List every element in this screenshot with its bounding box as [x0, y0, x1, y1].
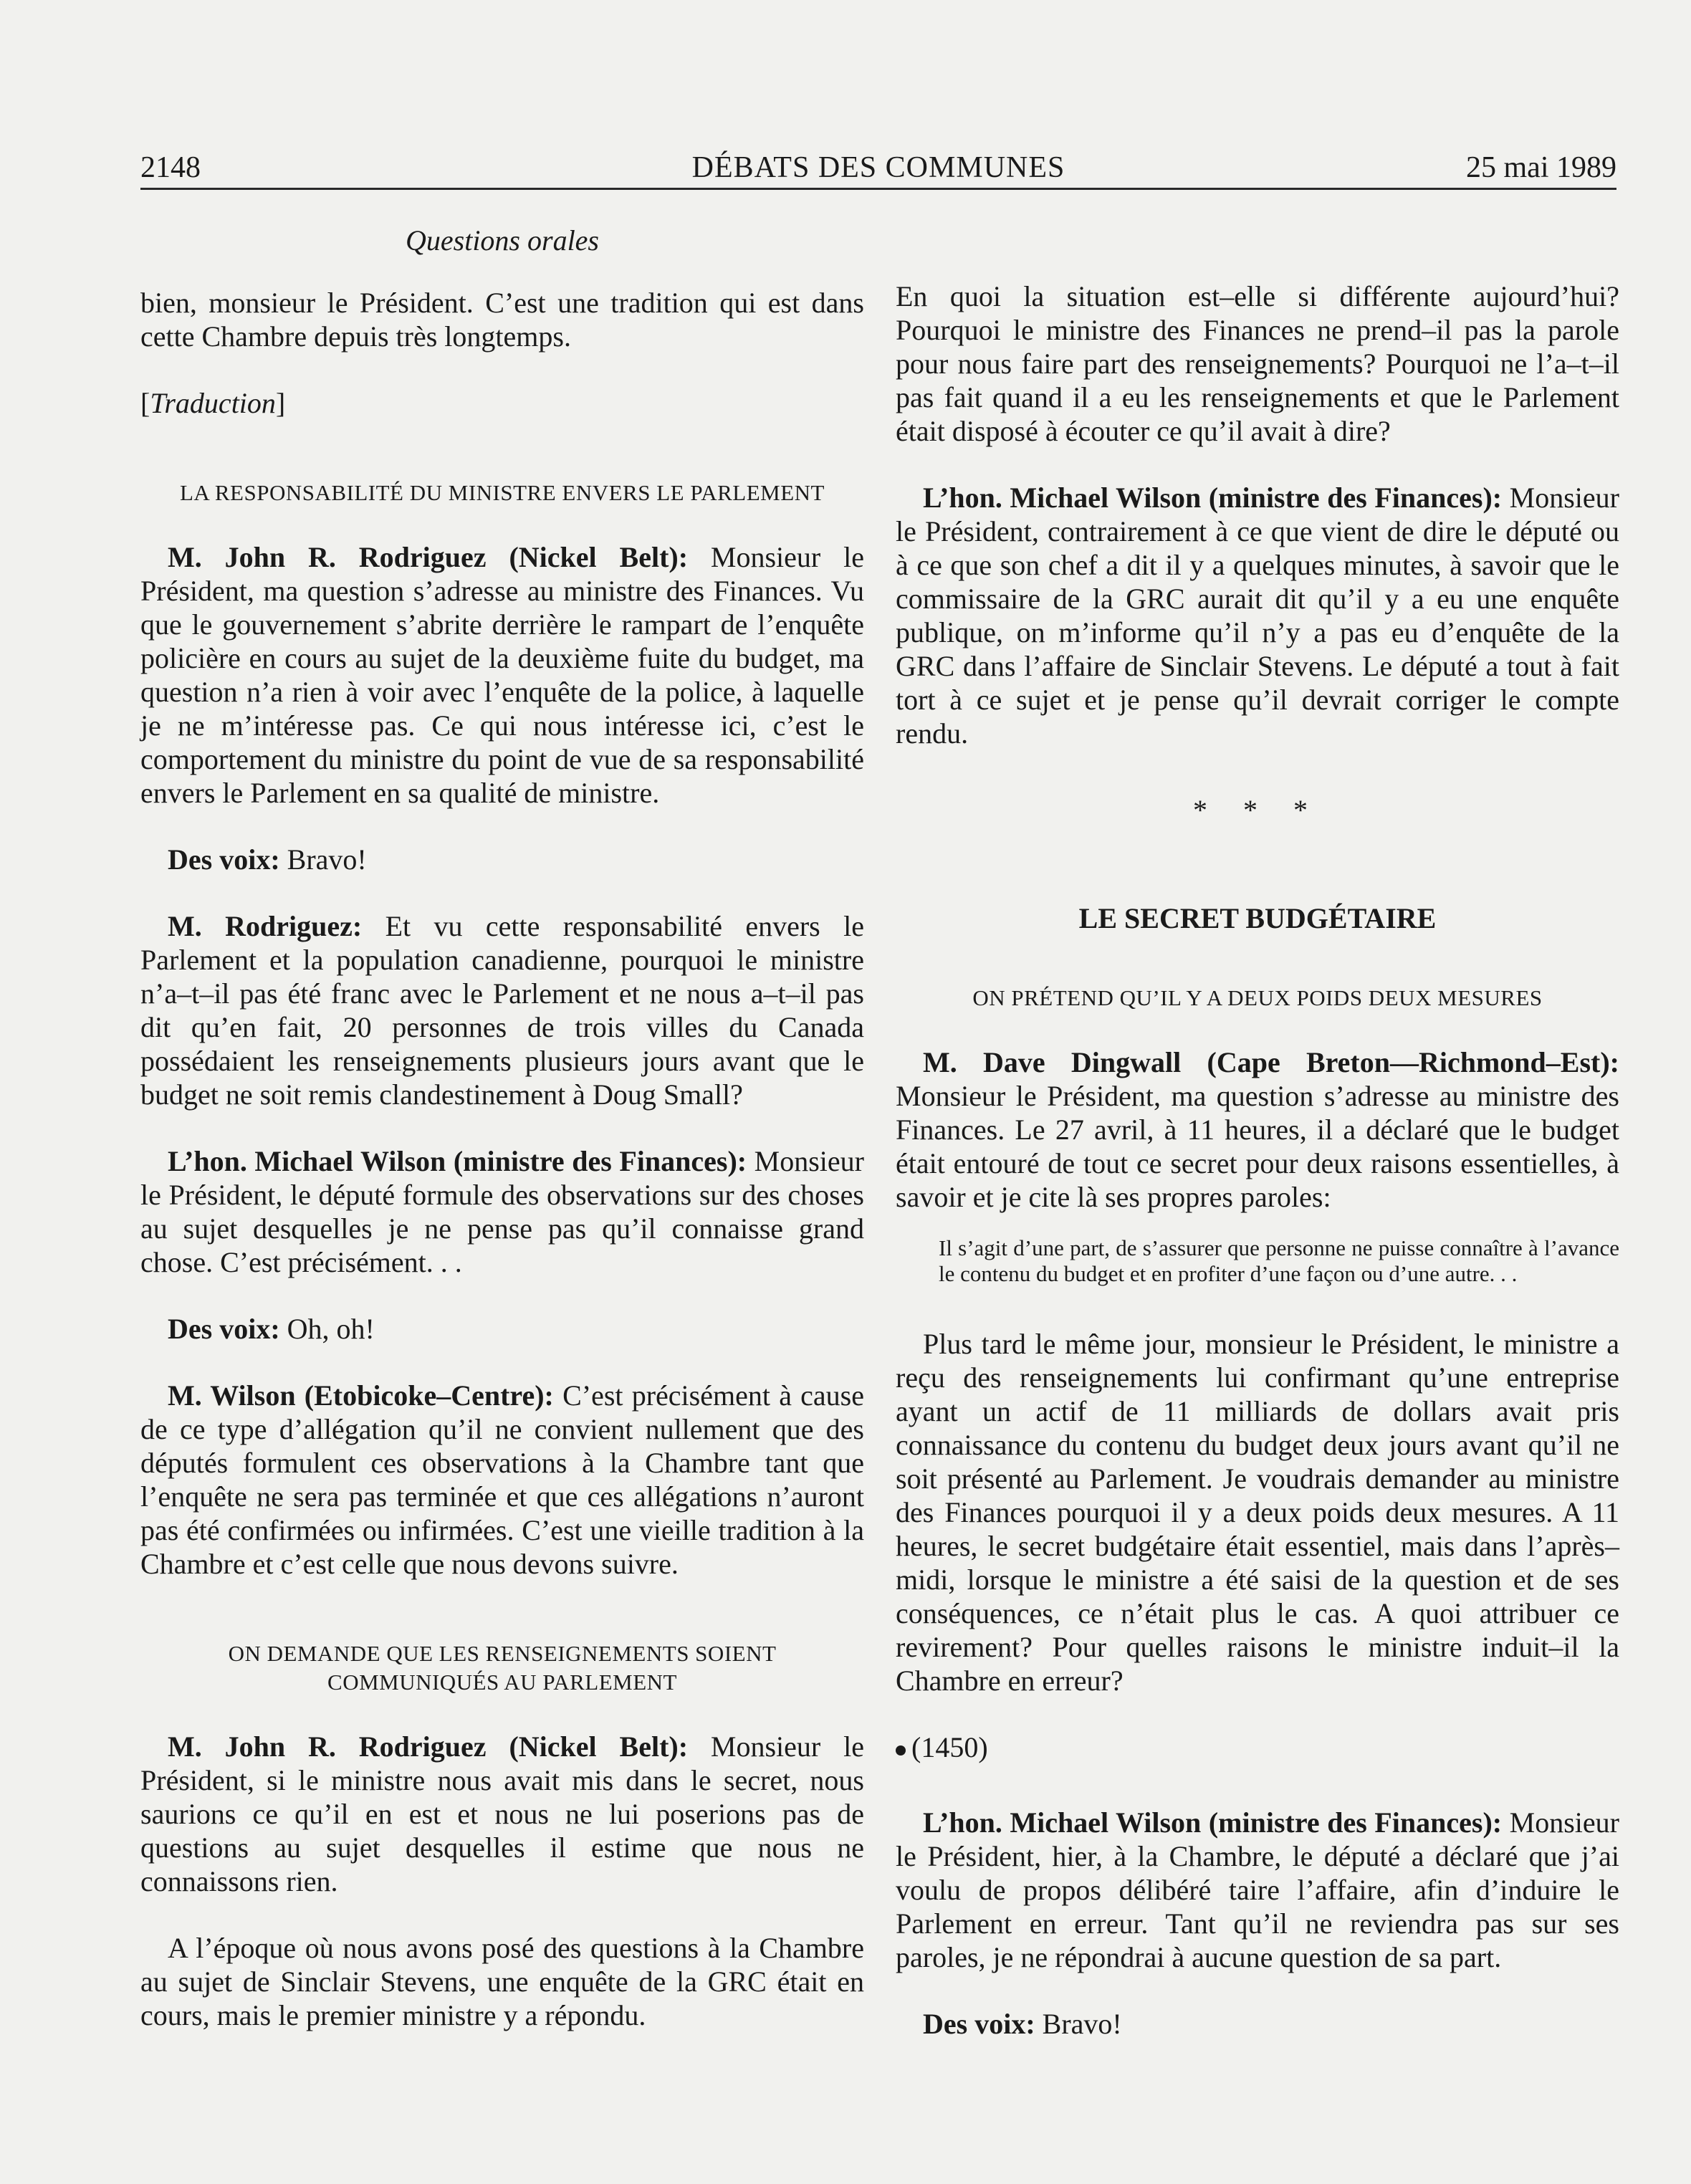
paragraph: Plus tard le même jour, monsieur le Président, le ministre a reçu des renseignements lui confirmant qu’une entreprise ayant un actif de 11 milliards de dollars avait pris connaissance du contenu du budget deux jours avant qu’il ne soit présenté au Parlement. Je voudrais demander au ministre des Finances pourquoi il y a deux poids deux mesures. A 11 heures, le secret budgétaire était essentiel, mais dans l’après–midi, lorsque le ministre a été saisi de la question et de ses conséquences, ce n’était plus le cas. A quoi attribuer ce revirement? Pour quelles raisons le ministre induit–il la Chambre en erreur? — [896, 1328, 1619, 1697]
paragraph — [140, 1312, 864, 1346]
speaker-name: M. John R. Rodriguez (Nickel Belt): — [168, 541, 689, 573]
speaker-name: L’hon. Michael Wilson (ministre des Finances): — [168, 1145, 747, 1177]
paragraph — [896, 1045, 1619, 1214]
block-quote: Il s’agit d’une part, de s’assurer que personne ne puisse connaître à l’avance le contenu du budget et en profiter d’une façon ou d’une autre. . . — [939, 1235, 1619, 1286]
section-separator: * * * — [1193, 794, 1322, 826]
paragraph — [896, 1806, 1619, 1974]
paragraph — [140, 1730, 864, 1898]
speech-text: Monsieur le Président, ma question s’adresse au ministre des Finances. Le 27 avril, à 11 heures, il a déclaré que le budget était entouré de tout ce secret pour deux raisons essentielles, à savoir et je cite là ses propres paroles: — [896, 1080, 1619, 1213]
page-number: 2148 — [140, 151, 201, 184]
speech-text: Bravo! — [1035, 2008, 1122, 2040]
speech-text: C’est précisément à cause de ce type d’allégation qu’il ne convient nullement que des députés formulent ces observations à la Chambre tant que l’enquête ne sera pas terminée et que ces allégations n’auront pas été confirmées ou infirmées. C’est une vieille tradition à la Chambre et c’est celle que nous devons suivre. — [140, 1379, 864, 1580]
timestamp — [896, 1730, 1619, 1764]
journal-title: DÉBATS DES COMMUNES — [691, 151, 1065, 184]
section-subhead: LA RESPONSABILITÉ DU MINISTRE ENVERS LE PARLEMENT — [180, 480, 825, 505]
speech-text: Monsieur le Président, contrairement à ce que vient de dire le député ou à ce que son chef a dit il y a quelques minutes, à savoir que le commissaire de la GRC aurait dit qu’il y a eu une enquête publique, on m’informe qu’il n’y a pas eu d’enquête de la GRC dans l’affaire de Sinclair Stevens. Le député a tout à fait tort à ce sujet et je pense qu’il devrait corriger le compte rendu. — [896, 482, 1619, 749]
speaker-name: Des voix: — [168, 843, 280, 876]
speech-text: Bravo! — [279, 843, 367, 876]
speech-text: Oh, oh! — [279, 1313, 375, 1345]
paragraph — [140, 909, 864, 1111]
header-rule — [140, 188, 1616, 190]
right-column — [896, 279, 1619, 2074]
paragraph — [140, 540, 864, 810]
speaker-name: M. Rodriguez: — [168, 910, 363, 942]
speaker-name: M. John R. Rodriguez (Nickel Belt): — [168, 1730, 689, 1763]
paragraph — [140, 843, 864, 876]
page-header — [140, 146, 1616, 189]
speaker-name: L’hon. Michael Wilson (ministre des Finances): — [923, 482, 1503, 514]
section-subhead: ON DEMANDE QUE LES RENSEIGNEMENTS SOIENT COMMUNIQUÉS AU PARLEMENT — [228, 1641, 777, 1695]
speech-text: Et vu cette responsabilité envers le Parlement et la population canadienne, pourquoi le ministre n’a–t–il pas été franc avec le Parlement et ne nous a–t–il pas dit qu’en fait, 20 personnes de trois villes du Canada possédaient les renseignements plusieurs jours avant que le budget ne soit remis clandestinement à Doug Small? — [140, 910, 865, 1111]
running-head: Questions orales — [406, 224, 599, 257]
speech-text: Monsieur le Président, ma question s’adresse au ministre des Finances. Vu que le gouvernement s’abrite derrière le rampart de l’enquête policière en cours au sujet de la deuxième fuite du budget, ma question n’a rien à voir avec l’enquête de la police, à laquelle je ne m’intéresse pas. Ce qui nous intéresse ici, c’est le comportement du ministre du point de vue de sa responsabilité envers le Parlement en sa qualité de ministre. — [140, 541, 864, 809]
left-column — [140, 215, 864, 2065]
paragraph — [140, 1144, 864, 1279]
timestamp-text: (1450) — [911, 1731, 988, 1763]
speech-text: Monsieur le Président, le député formule des observations sur des choses au sujet desquelles je ne pense pas qu’il connaisse grand chose. C’est précisément. . . — [140, 1145, 864, 1278]
paragraph: En quoi la situation est–elle si différente aujourd’hui? Pourquoi le ministre des Finances ne prend–il pas la parole pour nous faire part des renseignements? Pourquoi ne l’a–t–il pas fait quand il a eu les renseignements et que le Parlement était disposé à écouter ce qu’il avait à dire? — [896, 280, 1619, 447]
paragraph — [140, 1379, 864, 1581]
speech-text: Monsieur le Président, si le ministre nous avait mis dans le secret, nous saurions ce qu’il en est et nous ne lui poserions pas de questions au sujet desquelles il estime que nous ne connaissons rien. — [140, 1730, 864, 1897]
bullet-icon — [896, 1745, 906, 1756]
publication-date: 25 mai 1989 — [1466, 151, 1616, 184]
paragraph: bien, monsieur le Président. C’est une tradition qui est dans cette Chambre depuis très longtemps. — [140, 287, 864, 353]
paragraph: A l’époque où nous avons posé des questions à la Chambre au sujet de Sinclair Stevens, une enquête de la GRC était en cours, mais le premier ministre y a répondu. — [140, 1932, 864, 2031]
section-heading: LE SECRET BUDGÉTAIRE — [1078, 902, 1437, 934]
speaker-name: Des voix: — [168, 1313, 280, 1345]
speaker-name: Des voix: — [923, 2008, 1035, 2040]
speaker-name: L’hon. Michael Wilson (ministre des Finances): — [923, 1806, 1503, 1839]
paragraph — [896, 481, 1619, 750]
speaker-name: M. Wilson (Etobicoke–Centre): — [168, 1379, 554, 1412]
speech-text: Monsieur le Président, hier, à la Chambre, le député a déclaré que j’ai voulu de propos délibéré taire l’affaire, afin d’induire le Parlement en erreur. Tant qu’il ne reviendra pas sur ses paroles, je ne répondrai à aucune question de sa part. — [896, 1806, 1619, 1973]
paragraph — [896, 2007, 1619, 2041]
section-subhead: ON PRÉTEND QU’IL Y A DEUX POIDS DEUX MESURES — [972, 985, 1543, 1010]
translation-note: [Traduction] — [140, 387, 286, 419]
speaker-name: M. Dave Dingwall (Cape Breton—Richmond–Est): — [923, 1046, 1619, 1078]
